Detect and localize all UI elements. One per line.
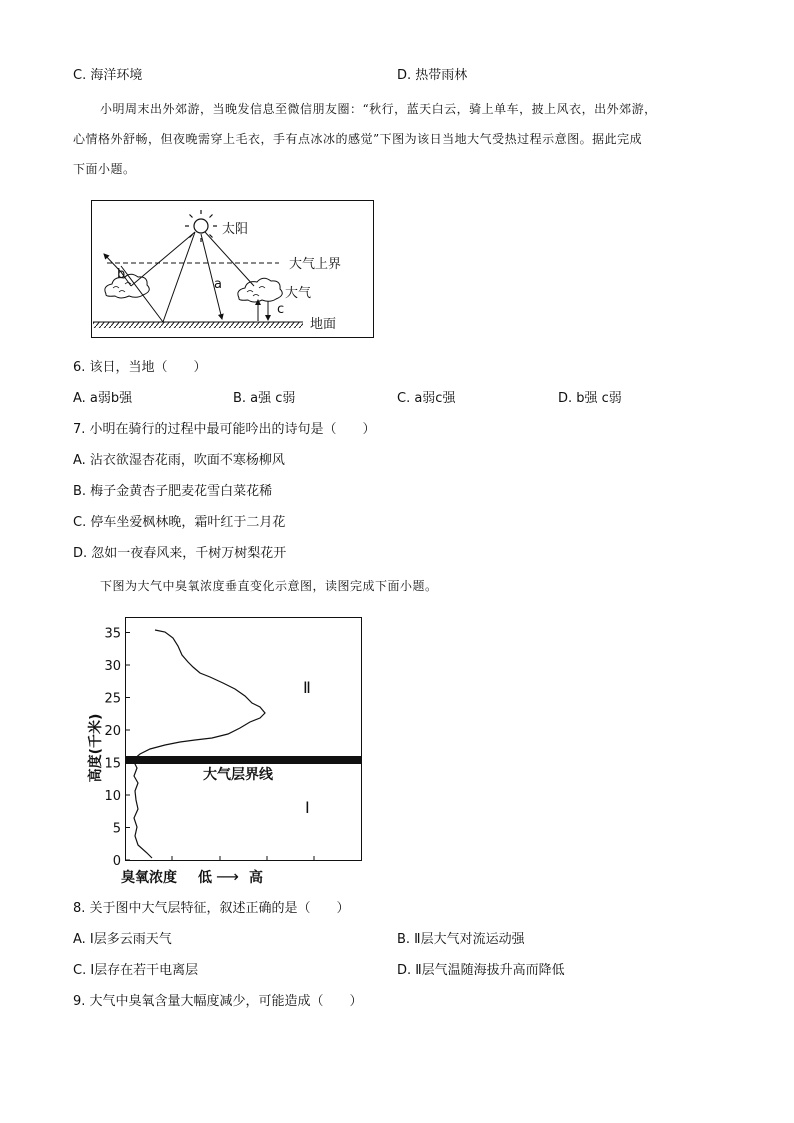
y-axis-label: 高度(千米) (88, 713, 104, 783)
sun-label: 太阳 (222, 222, 249, 237)
passage1-line3: 下面小题。 (73, 162, 136, 176)
x-axis-low: 低 (198, 870, 212, 886)
upper-boundary-label: 大气上界 (289, 257, 342, 272)
y-tick-label: 30 (104, 659, 121, 674)
q7-option-d: D. 忽如一夜春风来，千树万树梨花开 (73, 546, 287, 561)
q7-stem: 7. 小明在骑行的过程中最可能吟出的诗句是（ ） (73, 422, 376, 437)
y-tick-label: 15 (104, 756, 121, 772)
q8-option-a: A. Ⅰ层多云雨天气 (73, 932, 172, 947)
passage1-line2: 心情格外舒畅，但夜晚需穿上毛衣，手有点冰冰的感觉”下图为该日当地大气受热过程示意图。据此完成 (73, 132, 643, 146)
y-tick-label: 20 (104, 724, 121, 739)
boundary-label: 大气层界线 (203, 767, 273, 783)
q6-option-a: A. a弱b强 (73, 391, 133, 406)
q9-stem: 9. 大气中臭氧含量大幅度减少，可能造成（ ） (73, 994, 363, 1009)
q5-option-d: D. 热带雨林 (397, 68, 468, 83)
region-2-label: Ⅱ (303, 678, 311, 697)
q8-option-c: C. Ⅰ层存在若干电离层 (73, 963, 199, 978)
ozone-curve (133, 630, 265, 858)
passage1-line1: 小明周末出外郊游，当晚发信息至微信朋友圈：“秋行，蓝天白云，骑上单车，披上风衣，出外郊游， (100, 102, 657, 116)
figure2-plot-frame (126, 618, 362, 861)
atmosphere-label: 大气 (285, 286, 312, 301)
y-tick-label: 0 (112, 854, 121, 869)
atmospheric-boundary-band (125, 756, 362, 764)
region-1-label: Ⅰ (305, 798, 310, 817)
q7-option-b: B. 梅子金黄杏子肥麦花雪白菜花稀 (73, 484, 273, 499)
y-tick-label: 25 (104, 691, 121, 707)
x-axis-arrow: ⟶ (216, 867, 239, 886)
q7-option-c: C. 停车坐爱枫林晚，霜叶红于二月花 (73, 515, 286, 530)
q6-option-c: C. a弱c强 (397, 391, 456, 406)
ozone-profile-figure (80, 610, 380, 890)
q5-option-c: C. 海洋环境 (73, 68, 143, 83)
label-c: c (277, 302, 285, 317)
passage2: 下图为大气中臭氧浓度垂直变化示意图，读图完成下面小题。 (100, 579, 438, 593)
x-axis-high: 高 (249, 870, 263, 886)
label-a: a (214, 277, 222, 292)
y-tick-label: 10 (104, 789, 121, 804)
heating-process-figure (91, 200, 374, 338)
q8-stem: 8. 关于图中大气层特征，叙述正确的是（ ） (73, 901, 350, 916)
q6-stem: 6. 该日，当地（ ） (73, 360, 207, 375)
q8-option-b: B. Ⅱ层大气对流运动强 (397, 932, 525, 947)
label-b: b (117, 267, 126, 282)
q6-option-d: D. b强 c弱 (558, 391, 622, 406)
x-axis-label: 臭氧浓度 (121, 870, 177, 886)
y-tick-label: 35 (104, 626, 121, 642)
q6-option-b: B. a强 c弱 (233, 391, 296, 406)
ground-label: 地面 (310, 317, 337, 332)
q7-option-a: A. 沾衣欲湿杏花雨，吹面不寒杨柳风 (73, 453, 285, 468)
y-tick-label: 5 (112, 821, 121, 837)
q8-option-d: D. Ⅱ层气温随海拔升高而降低 (397, 963, 565, 978)
ground-hatch (93, 322, 303, 328)
sun-icon (185, 210, 217, 242)
right-cloud (238, 278, 282, 302)
